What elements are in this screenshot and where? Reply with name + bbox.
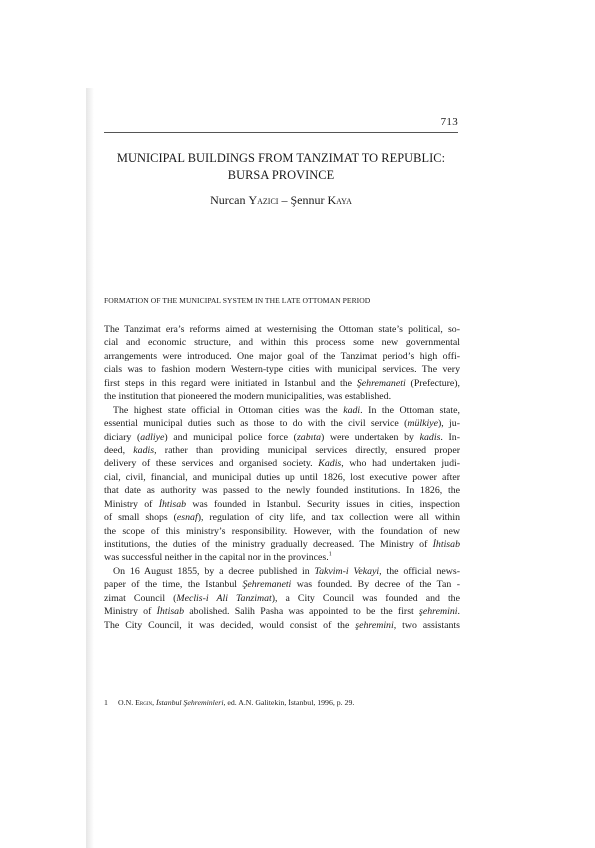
p1-line-1: The Tanzimat era’s reforms aimed at westernising the Ottoman state’s political, so-	[104, 324, 460, 335]
title-line-2: BURSA PROVINCE	[227, 167, 335, 182]
p1-line-5: first steps in this regard were initiated in Istanbul and the Şehremaneti (Prefecture),	[104, 377, 460, 389]
p3-line-3: zimat Council (Meclis-i Ali Tanzimat), a City Council was founded and the	[104, 592, 460, 604]
author-2-last: Kaya	[327, 193, 352, 207]
p3-line-2: paper of the time, the Istanbul Şehremaneti was founded. By decree of the Tan -	[104, 579, 460, 591]
p2-line-4: deed, kadis, rather than providing municipal services directly, ensured proper	[104, 444, 460, 456]
header-rule	[104, 132, 458, 133]
p3-line-4: Ministry of İhtisab abolished. Salih Pasha was appointed to be the first şehremini.	[104, 606, 460, 618]
p3-line-1: On 16 August 1855, by a decree published in Takvim-i Vekayi, the official news-	[113, 565, 460, 577]
footnote-ref-1: 1	[328, 552, 332, 559]
p2-line-9: of small shops (esnaf), regulation of city life, and tax collection were all within	[104, 512, 460, 524]
author-2-first: Şennur	[290, 193, 325, 207]
p2-line-8: Ministry of İhtisab was founded in Istanbul. Security issues in cities, inspection	[104, 498, 460, 510]
p2-line-11: institutions, the duties of the ministry gradually decreased. The Ministry of İhtisab	[104, 539, 460, 550]
author-1-last: Yazici	[248, 193, 279, 207]
footnote-1: 1 O.N. Ergin, İstanbul Şehreminleri, ed. A.N. Galitekin, İstanbul, 1996, p. 29.	[104, 698, 355, 707]
p1-line-4: cials was to fashion modern Western-type cities with municipal services. The very	[104, 364, 460, 376]
author-1-first: Nurcan	[210, 193, 246, 207]
footnote-number: 1	[104, 698, 108, 707]
scan-edge-shadow	[86, 88, 94, 848]
footnote-rest: , ed. A.N. Galitekin, İstanbul, 1996, p. 29.	[223, 698, 355, 707]
term-sehremaneti: Şehremaneti	[356, 377, 406, 389]
p2-line-1: The highest state official in Ottoman cities was the kadi. In the Ottoman state,	[113, 404, 460, 416]
p2-line-5: delivery of these services and organised society. Kadis, who had undertaken judi-	[104, 458, 460, 470]
p1-line-3: arrangements were introduced. One major goal of the Tanzimat period’s high offi-	[104, 350, 460, 362]
p2-line-12: was successful neither in the capital nor in the provinces.$^1$	[104, 552, 332, 564]
author-separator: –	[281, 193, 288, 207]
p2-line-2: essential municipal duties such as those to do with the civil service (mülkiye), ju-	[104, 418, 460, 430]
p3-line-5: The City Council, it was decided, would consist of the şehremini, two assistants	[104, 619, 460, 631]
body-text	[104, 323, 460, 632]
p1-line-2: cial and economic structure, and within this process some new governmental	[104, 337, 460, 349]
footnote-author: O.N. Ergin	[118, 698, 153, 707]
p1-line-6: the institution that pioneered the modern municipalities, was established.	[104, 391, 392, 403]
section-heading: FORMATION OF THE MUNICIPAL SYSTEM IN THE LATE OTTOMAN PERIOD	[104, 296, 371, 305]
footnote-title: İstanbul Şehreminleri	[156, 698, 224, 707]
p2-line-7: that date as authority was passed to the newly founded institutions. In 1826, the	[104, 485, 460, 497]
page-number: 713	[440, 116, 458, 128]
p2-line-10: the scope of this ministry’s responsibility. However, with the foundation of new	[104, 525, 460, 537]
author-line	[104, 193, 458, 208]
p2-line-3: diciary (adliye) and municipal police force (zabıta) were undertaken by kadis. In-	[104, 431, 460, 443]
title-line-1: MUNICIPAL BUILDINGS FROM TANZIMAT TO REPUBLIC:	[116, 151, 446, 165]
paper-title	[104, 150, 458, 183]
p2-line-6: cial, civil, financial, and municipal duties up until 1826, lost executive power after	[104, 471, 460, 483]
